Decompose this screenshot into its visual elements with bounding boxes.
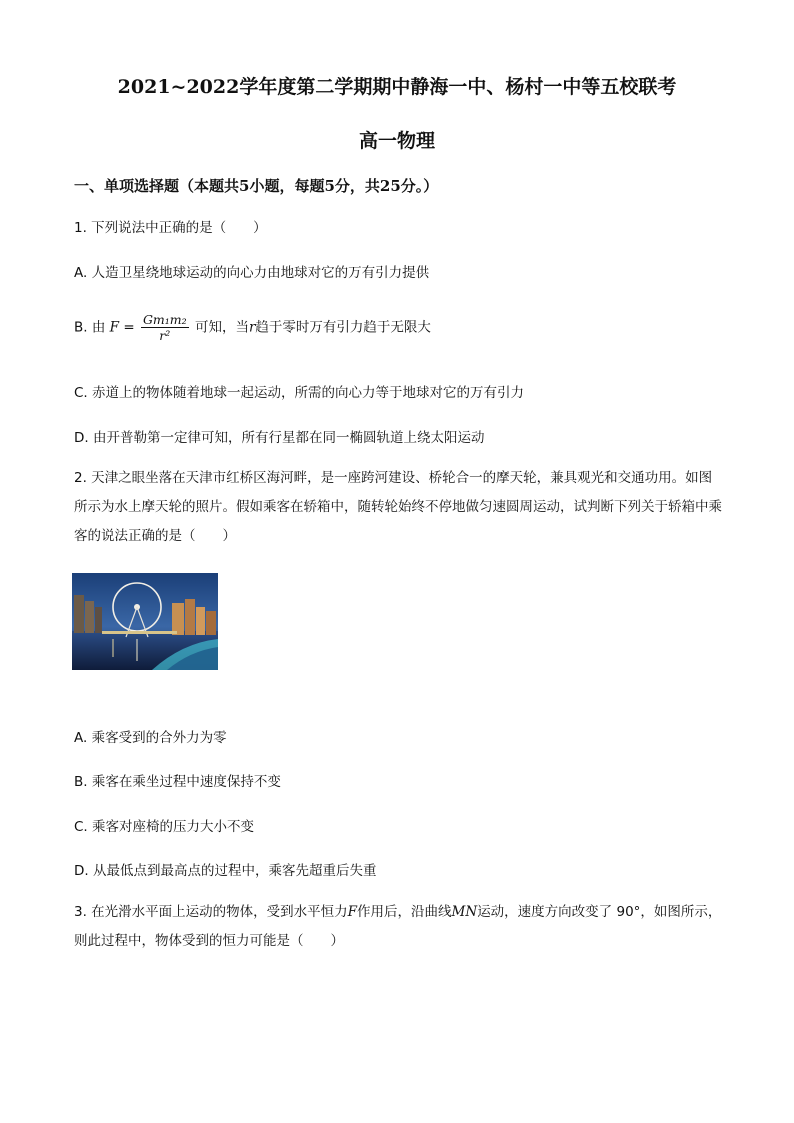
- tianjin-eye-photo: [72, 573, 218, 670]
- q2-option-d: D. 从最低点到最高点的过程中，乘客先超重后失重: [74, 863, 377, 879]
- q1-option-b-suffix-1: 可知，当: [194, 319, 249, 336]
- q3-stem-3: 运动，速度方向改变了 90°，如图所示，则此过程中，物体受到的恒力可能是（ ）: [74, 904, 722, 949]
- q2-option-c: C. 乘客对座椅的压力大小不变: [74, 819, 255, 835]
- formula-denominator: r²: [159, 328, 171, 343]
- exam-title: 2021~2022学年度第二学期期中静海一中、杨村一中等五校联考: [117, 76, 677, 98]
- variable-mn: MN: [451, 904, 478, 920]
- section-heading: 一、单项选择题（本题共5小题，每题5分，共25分。）: [74, 177, 439, 195]
- equals-sign: =: [123, 319, 135, 336]
- q1-option-d: D. 由开普勒第一定律可知，所有行星都在同一椭圆轨道上绕太阳运动: [74, 430, 485, 446]
- q2-option-a: A. 乘客受到的合外力为零: [74, 730, 227, 746]
- q3-stem: [74, 898, 722, 956]
- q1-option-c: C. 赤道上的物体随着地球一起运动，所需的向心力等于地球对它的万有引力: [74, 385, 525, 401]
- subject-title: 高一物理: [358, 130, 435, 152]
- gravity-formula-fraction: [141, 312, 189, 343]
- q1-option-b-suffix-2: 趋于零时万有引力趋于无限大: [255, 319, 431, 336]
- q1-stem: 1. 下列说法中正确的是（ ）: [74, 220, 267, 236]
- variable-f: F: [347, 904, 358, 920]
- formula-lhs: F: [109, 319, 120, 336]
- q3-stem-1: 3. 在光滑水平面上运动的物体，受到水平恒力: [74, 904, 348, 920]
- formula-numerator: Gm₁m₂: [142, 312, 187, 327]
- q1-option-a: A. 人造卫星绕地球运动的向心力由地球对它的万有引力提供: [74, 265, 430, 281]
- q3-stem-2: 作用后，沿曲线: [357, 904, 452, 920]
- q1-option-b: [74, 312, 431, 343]
- q2-option-b: B. 乘客在乘坐过程中速度保持不变: [74, 774, 281, 790]
- q1-option-b-prefix: B. 由: [74, 319, 106, 336]
- variable-r: r: [248, 319, 256, 336]
- q2-stem: 2. 天津之眼坐落在天津市红桥区海河畔，是一座跨河建设、桥轮合一的摩天轮，兼具观光和交通功用。如图所示为水上摩天轮的照片。假如乘客在轿箱中，随转轮始终不停地做匀速圆周运动，试判断下列关于轿箱中乘客的说法正确的是（ ）: [74, 470, 722, 544]
